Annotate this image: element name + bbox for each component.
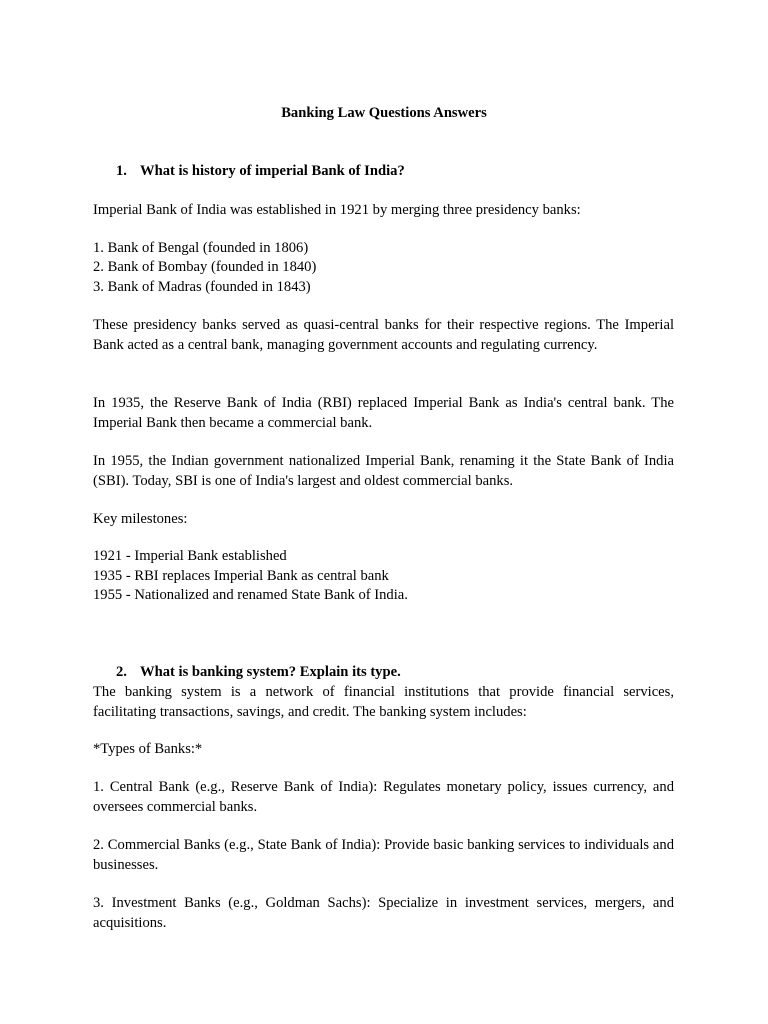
bank-list-item: 2. Bank of Bombay (founded in 1840) — [93, 259, 317, 275]
question-1-text: What is history of imperial Bank of India? — [140, 163, 405, 179]
question-1-heading — [116, 162, 405, 182]
bank-list-item: 1. Bank of Bengal (founded in 1806) — [93, 240, 309, 256]
question-2-text: What is banking system? Explain its type. — [140, 664, 401, 680]
milestones-label: Key milestones: — [93, 511, 188, 527]
milestone-item: 1955 - Nationalized and renamed State Bank of India. — [93, 587, 408, 603]
q2-intro-paragraph: The banking system is a network of financial institutions that provide financial services, facilitating transactions, savings, and credit. The banking system includes: — [93, 684, 674, 720]
q1-presidency-paragraph: These presidency banks served as quasi-central banks for their respective regions. The Imperial Bank acted as a central bank, managing government accounts and regulating currency. — [93, 317, 674, 353]
question-2-number: 2. — [116, 664, 127, 680]
milestone-item: 1921 - Imperial Bank established — [93, 548, 287, 564]
document-title: Banking Law Questions Answers — [281, 105, 487, 121]
bank-type-item: 2. Commercial Banks (e.g., State Bank of India): Provide basic banking services to individuals and businesses. — [93, 837, 674, 873]
question-1-number: 1. — [116, 163, 127, 179]
bank-type-item: 3. Investment Banks (e.g., Goldman Sachs): Specialize in investment services, mergers, and acquisitions. — [93, 895, 674, 931]
q1-intro: Imperial Bank of India was established in 1921 by merging three presidency banks: — [93, 202, 581, 218]
milestone-item: 1935 - RBI replaces Imperial Bank as central bank — [93, 568, 389, 584]
question-2-heading — [116, 663, 401, 683]
types-label: *Types of Banks:* — [93, 741, 203, 757]
bank-type-item: 1. Central Bank (e.g., Reserve Bank of India): Regulates monetary policy, issues currency, and oversees commercial banks. — [93, 779, 674, 815]
q1-1935-paragraph: In 1935, the Reserve Bank of India (RBI) replaced Imperial Bank as India's central bank. The Imperial Bank then became a commercial bank. — [93, 395, 674, 431]
q1-1955-paragraph: In 1955, the Indian government nationalized Imperial Bank, renaming it the State Bank of India (SBI). Today, SBI is one of India's largest and oldest commercial banks. — [93, 453, 674, 489]
bank-list-item: 3. Bank of Madras (founded in 1843) — [93, 279, 311, 295]
